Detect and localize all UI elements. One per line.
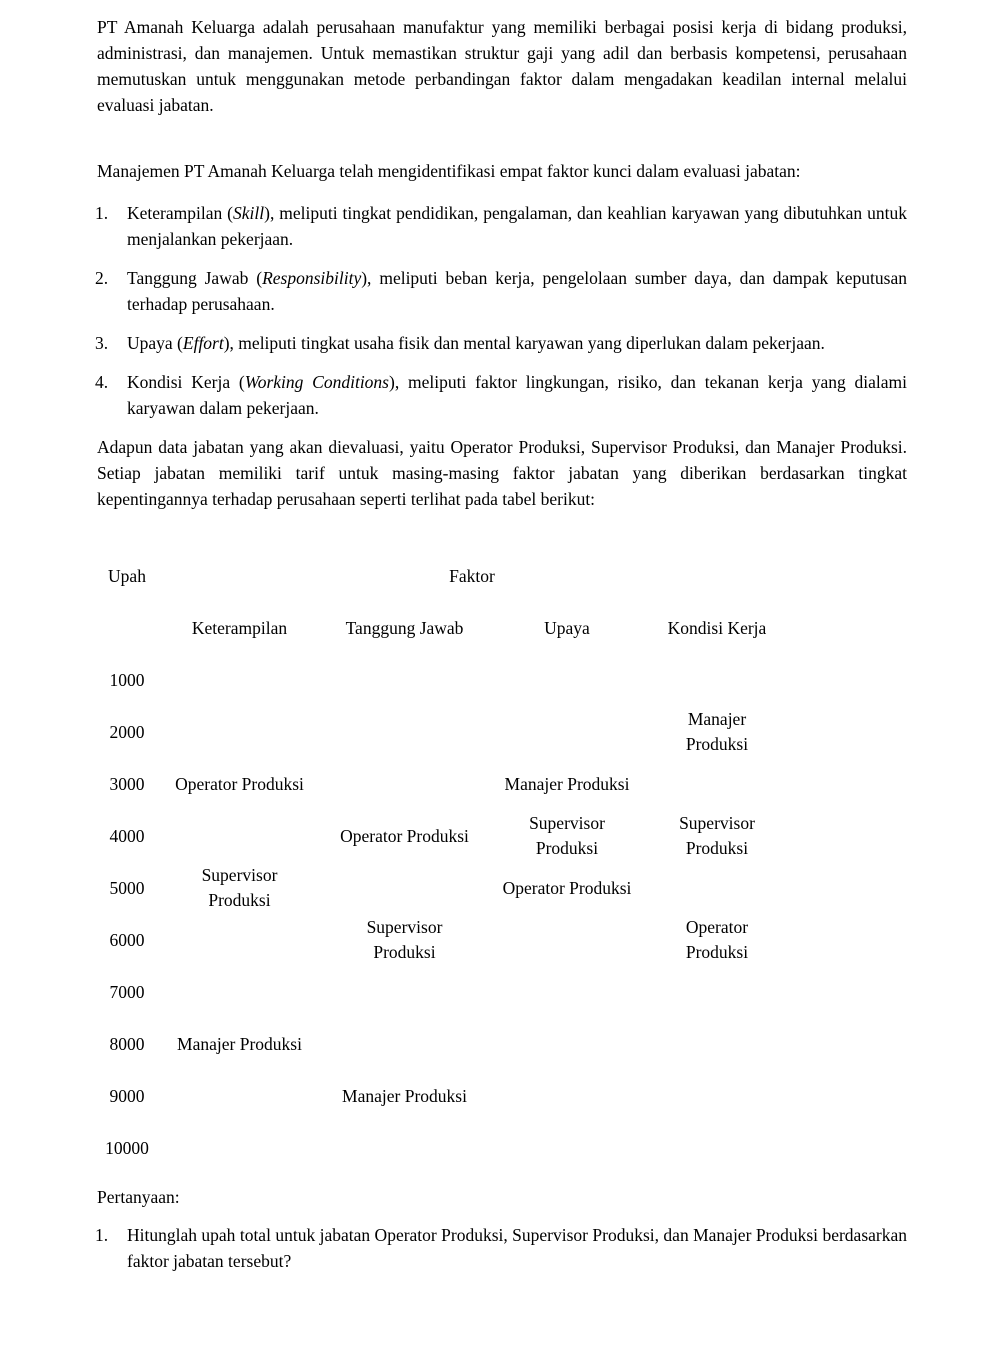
list-item-text-pre: Kondisi Kerja ( [127,372,245,392]
list-item-text-post: ), meliputi beban kerja, pengelolaan sumber daya, dan dampak keputusan terhadap perusahaan. [127,268,907,314]
factor-cell: Manajer Produksi [685,709,749,754]
list-item-text-post: ), meliputi faktor lingkungan, risiko, dan tekanan kerja yang dialami karyawan dalam pekerjaan. [127,372,907,418]
factor-list-item [97,265,907,317]
table-row [97,1070,907,1122]
list-item-text-post: ), meliputi tingkat pendidikan, pengalaman, dan keahlian karyawan yang dibutuhkan untuk menjalankan pekerjaan. [127,203,907,249]
factor-list-item [97,369,907,421]
table-row [97,862,907,914]
list-item-text-post: ), meliputi tingkat usaha fisik dan mental karyawan yang diperlukan dalam pekerjaan. [223,333,825,353]
table-header-row [97,550,907,602]
factor-cell: Operator Produksi [340,825,469,846]
table-row [97,758,907,810]
intro-paragraph: PT Amanah Keluarga adalah perusahaan manufaktur yang memiliki berbagai posisi kerja di bidang produksi, administrasi, dan manajemen. Untuk memastikan struktur gaji yang adil dan berbasis kompetensi, perusahaan memutuskan untuk menggunakan metode perbandingan faktor dalam mengadakan keadilan internal melalui evaluasi jabatan. [97,17,907,115]
factor-cell: Manajer Produksi [342,1085,467,1106]
column-header-tanggung-jawab: Tanggung Jawab [345,617,464,638]
factors-intro-paragraph: Manajemen PT Amanah Keluarga telah mengidentifikasi empat faktor kunci dalam evaluasi jabatan: [97,161,801,181]
wage-value: 10000 [105,1137,149,1158]
list-item-text [127,372,907,418]
factor-cell: Supervisor Produksi [679,813,755,858]
list-item-text-italic: Skill [233,203,265,223]
questions-heading: Pertanyaan: [97,1187,180,1207]
wage-value: 9000 [109,1085,145,1106]
list-item-number: 4. [95,372,109,392]
factor-cell: Operator Produksi [502,877,632,898]
list-item-text-italic: Working Conditions [244,372,389,392]
factor-cell: Manajer Produksi [177,1033,302,1054]
table-row [97,810,907,862]
list-item-text-italic: Responsibility [262,268,362,288]
factor-list-item [97,330,907,356]
column-header-kondisi-kerja: Kondisi Kerja [667,617,767,638]
table-intro-paragraph: Adapun data jabatan yang akan dievaluasi, yaitu Operator Produksi, Supervisor Produksi, dan Manajer Produksi. Setiap jabatan memiliki tarif untuk masing-masing faktor jabatan yang diberikan berdasarkan tingkat kepentingannya terhadap perusahaan seperti terlihat pada tabel berikut: [97,437,907,509]
wage-value: 3000 [109,773,145,794]
wage-value: 5000 [109,877,145,898]
factor-cell: Operator Produksi [175,773,304,794]
factor-cell: Supervisor Produksi [529,813,605,858]
list-item-number: 1. [95,203,109,223]
table-row [97,914,907,966]
list-item-text-pre: Upaya ( [127,333,183,353]
question-list-item [97,1222,907,1274]
table-row [97,1018,907,1070]
list-item-text [127,333,825,353]
factor-list [97,200,907,421]
faktor-header: Faktor [449,565,495,586]
list-item-text [127,203,907,249]
list-item-number: 3. [95,333,109,353]
list-item-number: 1. [95,1225,109,1245]
list-item-text-pre: Keterampilan ( [127,203,234,223]
list-item-text-pre: Tanggung Jawab ( [127,268,263,288]
table-row [97,654,907,706]
wage-value: 1000 [109,669,145,690]
question-list [97,1222,907,1274]
wage-value: 2000 [109,721,145,742]
table-columns-row [97,602,907,654]
list-item-text [127,268,907,314]
table-row [97,1122,907,1174]
question-text: Hitunglah upah total untuk jabatan Operator Produksi, Supervisor Produksi, dan Manajer Produksi berdasarkan faktor jabatan tersebut? [127,1225,907,1271]
wage-value: 6000 [109,929,145,950]
table-row [97,706,907,758]
factor-cell: Operator Produksi [685,917,749,962]
factor-comparison-table [97,550,907,1174]
wage-value: 4000 [109,825,145,846]
factor-cell: Manajer Produksi [504,773,630,794]
factor-cell: Supervisor Produksi [201,865,278,910]
wage-value: 8000 [109,1033,145,1054]
list-item-text-italic: Effort [182,333,224,353]
column-header-keterampilan: Keterampilan [191,617,288,638]
table-row [97,966,907,1018]
upah-header: Upah [108,565,146,586]
factor-list-item [97,200,907,252]
wage-value: 7000 [109,981,145,1002]
factor-cell: Supervisor Produksi [366,917,443,962]
list-item-number: 2. [95,268,109,288]
column-header-upaya: Upaya [544,617,590,638]
